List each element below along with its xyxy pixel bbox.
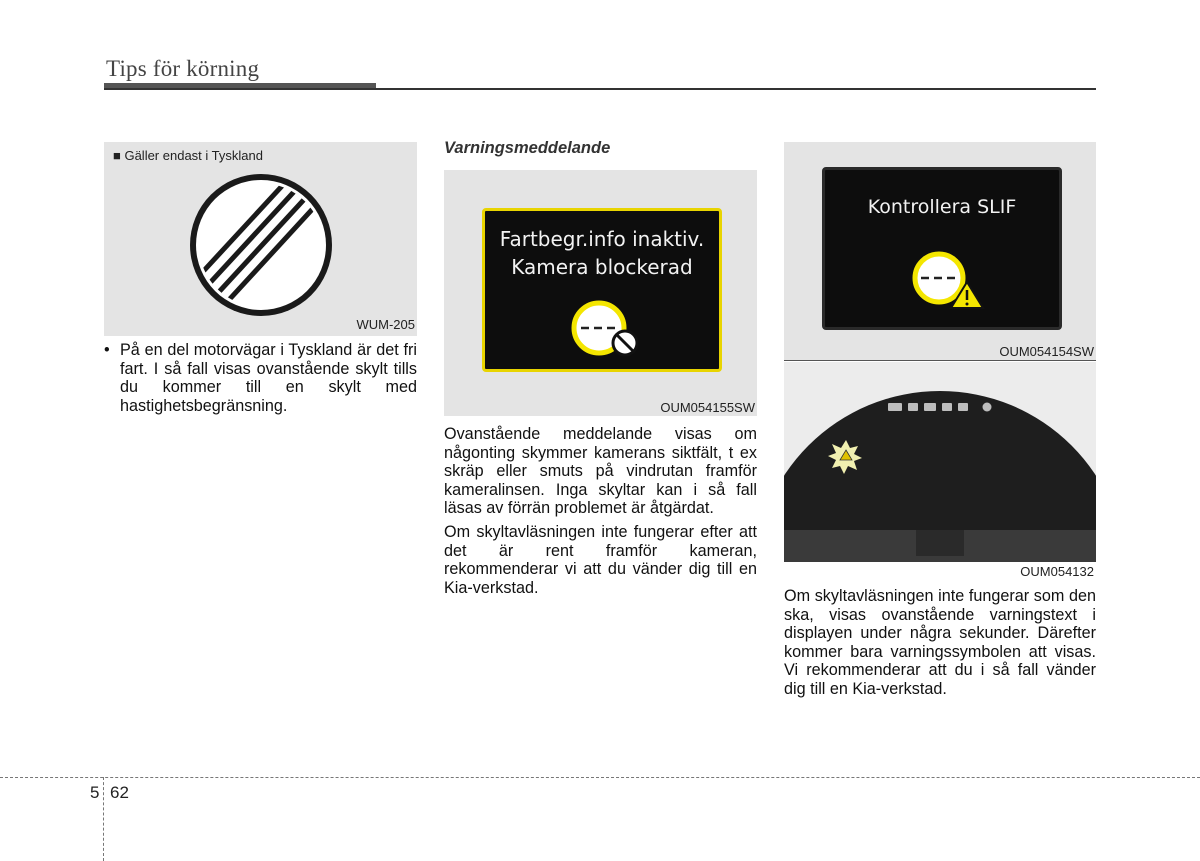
right-body bbox=[784, 587, 1096, 704]
right-paragraph: Om skyltavläsningen inte fungerar som den ska, visas ovanstående varningstext i displayen under några sekunder. Därefter kommer bara varningssymbolen att visas. Vi rekommenderar att du i så fall vänder dig till en Kia-verkstad. bbox=[784, 587, 1096, 698]
bullet-marker: • bbox=[104, 341, 110, 359]
camera-blocked-figure bbox=[444, 170, 757, 416]
section-heading: Varningsmeddelande bbox=[444, 139, 611, 157]
figure-code: WUM-205 bbox=[356, 317, 415, 332]
display-text: Kontrollera SLIF bbox=[867, 196, 1017, 218]
footer-dashed-rule bbox=[0, 777, 1200, 778]
figure-note: ■ Gäller endast i Tyskland bbox=[113, 148, 263, 163]
display-line-1: Fartbegr.info inaktiv. bbox=[499, 227, 705, 251]
check-slif-figure bbox=[784, 142, 1096, 360]
bullet-item bbox=[104, 341, 417, 415]
footer-dashed-divider bbox=[103, 777, 104, 861]
middle-paragraph-2: Om skyltavläsningen inte fungerar efter att det är rent framför kameran, rekommenderar vi att du vänder dig till en Kia-verkstad. bbox=[444, 522, 757, 597]
chapter-number: 5 bbox=[90, 783, 100, 802]
middle-paragraph-1: Ovanstående meddelande visas om någonting skymmer kamerans siktfält, t ex skräp eller smuts på vindrutan framför kameralinsen. Inga skyltar kan i så fall läsas av förrän problemet är åtgärdat. bbox=[444, 425, 757, 518]
cluster-display-screen bbox=[822, 167, 1062, 330]
header-rule-thin bbox=[104, 88, 1096, 90]
figure-code: OUM054155SW bbox=[660, 400, 755, 415]
sign-blocked-icon bbox=[571, 295, 651, 365]
cluster-warning-figure bbox=[784, 362, 1096, 579]
end-of-restriction-figure bbox=[104, 142, 417, 336]
cluster-gauge-display bbox=[784, 362, 1096, 562]
page-header-title: Tips för körning bbox=[106, 56, 260, 81]
display-line-2: Kamera blockerad bbox=[511, 255, 693, 279]
cluster-display-screen bbox=[482, 208, 722, 372]
sign-warning-icon bbox=[911, 248, 991, 312]
middle-body bbox=[444, 425, 757, 602]
page-number: 62 bbox=[110, 783, 129, 802]
figure-code: OUM054132 bbox=[1020, 564, 1094, 579]
bullet-text: På en del motorvägar i Tyskland är det fri fart. I så fall visas ovanstående skylt tills du kommer till en skylt med hastighetsbegränsning. bbox=[120, 341, 417, 415]
figure-code: OUM054154SW bbox=[999, 344, 1094, 359]
end-of-speed-limit-sign-icon bbox=[188, 172, 334, 318]
figure-divider bbox=[784, 360, 1096, 361]
